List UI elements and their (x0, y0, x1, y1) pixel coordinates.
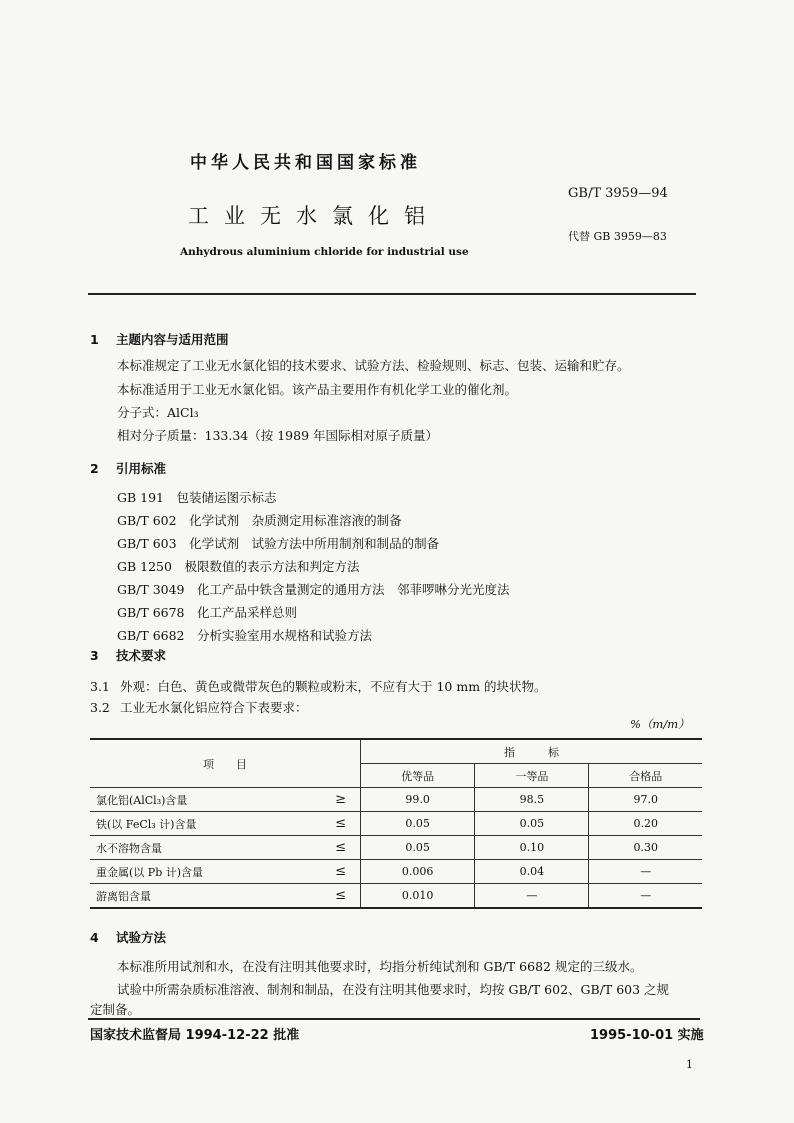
page-number: 1 (686, 1058, 693, 1071)
molecular-formula: 分子式：AlCl₃ (117, 405, 199, 420)
paragraph: 本标准适用于工业无水氯化铝。该产品主要用作有机化学工业的催化剂。 (117, 382, 518, 397)
reference-code: GB 1250 (117, 559, 172, 574)
section-title: 试验方法 (116, 930, 167, 945)
row-symbol: ≤ (282, 812, 361, 836)
reference-code: GB 191 (117, 490, 165, 505)
effective-date: 1995-10-01 实施 (590, 1028, 704, 1043)
reference-name: 化学试剂 杂质测定用标准溶液的制备 (189, 513, 402, 528)
molecular-weight: 相对分子质量：133.34（按 1989 年国际相对原子质量） (117, 428, 438, 443)
section-number: 3 (90, 648, 99, 663)
grade-qualified: 合格品 (589, 764, 702, 788)
section-3-heading (90, 646, 166, 664)
clause-text: 工业无水氯化铝应符合下表要求： (120, 700, 308, 715)
reference-code: GB/T 3049 (117, 582, 185, 597)
table-unit: %（m/m） (630, 717, 690, 731)
clause-text: 外观：白色、黄色或微带灰色的颗粒或粉末，不应有大于 10 mm 的块状物。 (120, 679, 547, 694)
row-symbol: ≤ (282, 860, 361, 884)
row-value: 0.006 (361, 860, 475, 884)
grade-superior: 优等品 (361, 764, 475, 788)
paragraph: 本标准规定了工业无水氯化铝的技术要求、试验方法、检验规则、标志、包装、运输和贮存。 (117, 358, 630, 373)
reference-name: 化工产品采样总则 (197, 605, 298, 620)
reference-item (117, 580, 510, 598)
table-row (90, 884, 702, 909)
reference-name: 分析实验室用水规格和试验方法 (197, 628, 373, 643)
reference-code: GB/T 603 (117, 536, 177, 551)
country-standard-heading: 中华人民共和国国家标准 (190, 153, 421, 173)
reference-item (117, 534, 439, 552)
row-value: 0.05 (361, 836, 475, 860)
paragraph-continuation: 定制备。 (90, 1002, 141, 1017)
footer-divider (88, 1018, 700, 1020)
clause-number: 3.2 (90, 700, 110, 715)
reference-name: 包装储运图示标志 (176, 490, 277, 505)
clause-number: 3.1 (90, 679, 110, 694)
reference-item (117, 511, 402, 529)
clause-3-2 (90, 698, 308, 716)
row-item: 游离铝含量 (90, 884, 282, 909)
section-title: 技术要求 (116, 648, 167, 663)
table-row (90, 788, 702, 812)
row-value: 99.0 (361, 788, 475, 812)
reference-code: GB/T 602 (117, 513, 177, 528)
row-item: 水不溶物含量 (90, 836, 282, 860)
reference-name: 化工产品中铁含量测定的通用方法 邻菲啰啉分光光度法 (197, 582, 510, 597)
grade-first: 一等品 (475, 764, 589, 788)
reference-item (117, 557, 360, 575)
reference-name: 极限数值的表示方法和判定方法 (184, 559, 360, 574)
reference-code: GB/T 6678 (117, 605, 185, 620)
section-number: 1 (90, 332, 99, 347)
table-header-row (90, 739, 702, 764)
section-number: 2 (90, 461, 99, 476)
row-value: 0.30 (589, 836, 702, 860)
section-2-heading (90, 459, 166, 477)
row-value: 0.04 (475, 860, 589, 884)
reference-item (117, 488, 277, 506)
section-4-heading (90, 928, 166, 946)
row-symbol: ≤ (282, 836, 361, 860)
reference-item (117, 626, 372, 644)
reference-item (117, 603, 297, 621)
clause-3-1 (90, 677, 547, 695)
row-item: 铁(以 FeCl₃ 计)含量 (90, 812, 282, 836)
row-item: 重金属(以 Pb 计)含量 (90, 860, 282, 884)
reference-code: GB/T 6682 (117, 628, 185, 643)
section-1-heading (90, 330, 229, 348)
row-value: — (589, 860, 702, 884)
table-row (90, 836, 702, 860)
row-value: 97.0 (589, 788, 702, 812)
row-value: 0.010 (361, 884, 475, 909)
replaces-standard: 代替 GB 3959—83 (568, 230, 667, 243)
row-value: 0.10 (475, 836, 589, 860)
section-number: 4 (90, 930, 99, 945)
row-value: — (589, 884, 702, 909)
row-value: 0.05 (475, 812, 589, 836)
row-value: — (475, 884, 589, 909)
specification-table (90, 738, 702, 909)
row-symbol: ≤ (282, 884, 361, 909)
reference-name: 化学试剂 试验方法中所用制剂和制品的制备 (189, 536, 440, 551)
row-symbol: ≥ (335, 792, 346, 807)
approval-note: 国家技术监督局 1994-12-22 批准 (90, 1028, 300, 1043)
english-title: Anhydrous aluminium chloride for industrial use (180, 246, 469, 258)
table-row (90, 860, 702, 884)
standard-code: GB/T 3959—94 (568, 186, 668, 201)
document-title: 工业无水氯化铝 (188, 204, 440, 228)
row-item: 氯化铝(AlCl₃)含量 (96, 793, 188, 807)
row-value: 98.5 (475, 788, 589, 812)
table-row (90, 812, 702, 836)
paragraph: 本标准所用试剂和水，在没有注明其他要求时，均指分析纯试剂和 GB/T 6682 规定的三级水。 (117, 959, 643, 974)
row-value: 0.20 (589, 812, 702, 836)
paragraph: 试验中所需杂质标准溶液、制剂和制品，在没有注明其他要求时，均按 GB/T 602、GB/T 603 之规 (117, 982, 670, 997)
index-header: 指 标 (361, 739, 703, 764)
row-value: 0.05 (361, 812, 475, 836)
item-header: 项 目 (90, 739, 361, 788)
header-divider (88, 293, 696, 295)
section-title: 引用标准 (116, 461, 167, 476)
section-title: 主题内容与适用范围 (116, 332, 229, 347)
